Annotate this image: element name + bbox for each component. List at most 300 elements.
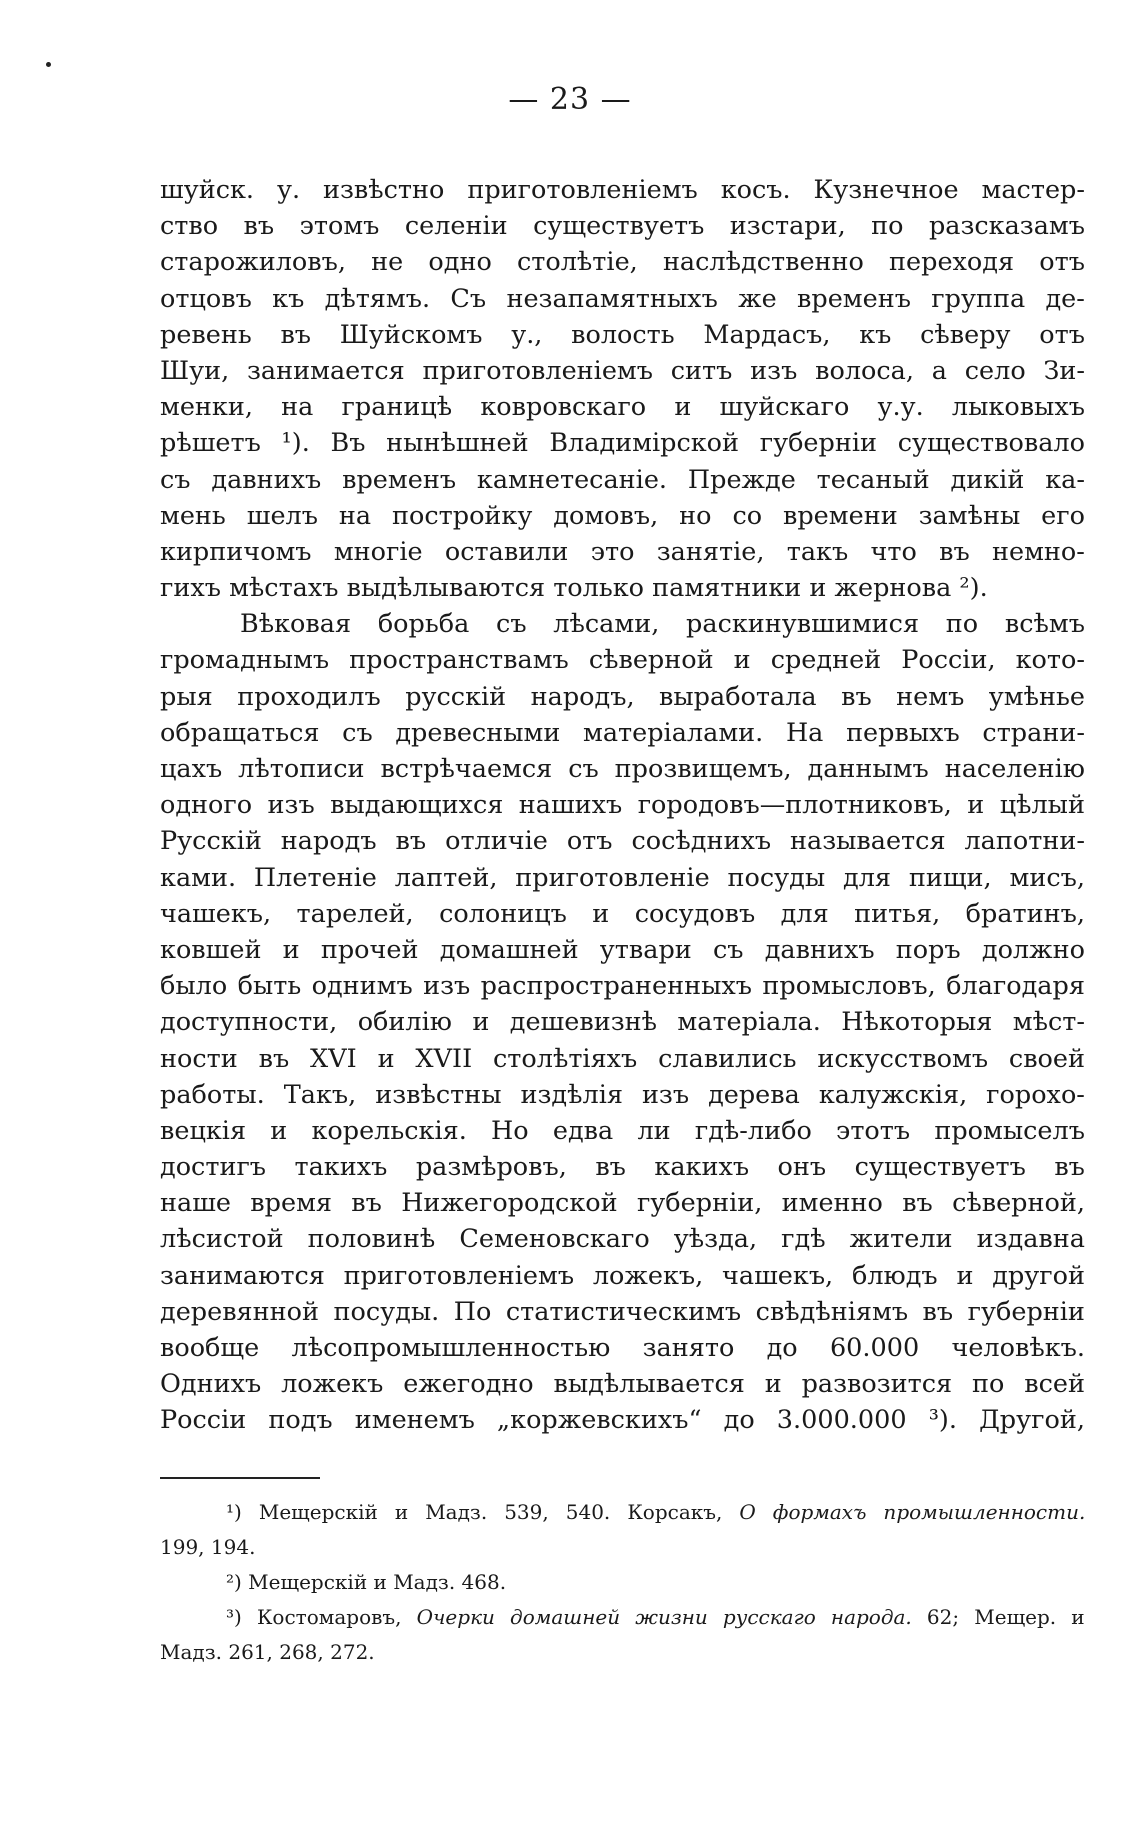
word: Россіи, — [901, 645, 996, 676]
word: цѣлый — [999, 790, 1085, 821]
word: косъ. — [720, 175, 791, 205]
word: На — [785, 717, 824, 748]
word: мѣст- — [1012, 1007, 1085, 1038]
word: въ — [1054, 1152, 1085, 1183]
word: гдѣ — [781, 1224, 826, 1255]
word: едва — [552, 1115, 614, 1146]
word: XVII — [415, 1043, 473, 1074]
word: изъ — [641, 1079, 690, 1110]
word: человѣкъ. — [951, 1333, 1085, 1363]
word: ревень — [160, 319, 252, 350]
word: губерніи, — [636, 1188, 763, 1219]
word: у., — [511, 319, 543, 350]
word: отъ — [1039, 247, 1085, 278]
word: кото- — [1015, 645, 1085, 676]
footnote-text — [226, 1565, 506, 1600]
word: горохо- — [986, 1079, 1085, 1110]
word: распространенныхъ — [480, 971, 753, 1002]
word: братинъ, — [965, 898, 1085, 929]
text-line — [160, 642, 1085, 678]
word: своей — [1008, 1043, 1085, 1074]
word: нынѣшней — [386, 428, 529, 459]
text-line — [160, 1330, 1085, 1366]
word: и — [674, 392, 692, 423]
text-line — [160, 1113, 1085, 1149]
word: старожиловъ, — [160, 247, 346, 278]
word: постройку — [392, 500, 533, 531]
word: ситъ — [670, 355, 733, 386]
word: Такъ, — [283, 1079, 357, 1110]
word: издѣлія — [520, 1079, 623, 1110]
word: Но — [491, 1115, 529, 1146]
word: губерніи — [967, 1296, 1085, 1327]
word: По — [453, 1296, 492, 1327]
word: ли — [637, 1115, 671, 1146]
word: ¹). — [281, 428, 310, 459]
word: и — [809, 573, 827, 604]
word: наслѣдственно — [662, 247, 864, 278]
word: же — [738, 283, 777, 314]
word: ковшей — [160, 934, 262, 965]
word: дешевизнѣ — [509, 1007, 657, 1038]
word: въ — [595, 1152, 626, 1183]
word: ности — [160, 1043, 238, 1074]
word: кирпичомъ — [160, 536, 312, 567]
word: извѣстны — [375, 1079, 502, 1110]
footnote-line — [160, 1495, 1085, 1530]
text-line — [160, 353, 1085, 389]
word: прочей — [320, 934, 419, 965]
word: пищи, — [908, 862, 992, 893]
text-line — [160, 462, 1085, 498]
word: размѣровъ, — [415, 1152, 567, 1183]
word: такихъ — [294, 1152, 388, 1183]
word: къ — [272, 283, 305, 314]
text-line — [160, 1294, 1085, 1330]
word: до — [766, 1333, 798, 1363]
word: благодаря — [946, 971, 1085, 1002]
word: у.у. — [877, 392, 924, 423]
word: незапамятныхъ — [506, 283, 718, 314]
word: издавна — [976, 1224, 1085, 1255]
word: памятники — [652, 573, 802, 604]
word: разсказамъ — [928, 211, 1085, 242]
word: дикій — [950, 464, 1025, 495]
word: въ — [280, 319, 312, 350]
word: де- — [1045, 283, 1085, 314]
word: народъ — [280, 826, 377, 857]
word: сѣверной — [588, 645, 714, 676]
word: дерева — [708, 1079, 800, 1110]
word: немно- — [992, 536, 1085, 567]
word: изстари, — [729, 211, 846, 242]
word: промыселъ — [934, 1115, 1085, 1146]
word: переходя — [889, 247, 1015, 278]
word: ²). — [959, 573, 988, 604]
word: шуйскаго — [719, 392, 850, 423]
word: и — [472, 1007, 490, 1038]
word: половинѣ — [307, 1224, 436, 1255]
word: умѣнье — [988, 681, 1085, 712]
word: Мардасъ, — [703, 319, 831, 350]
page-number: — 23 — — [508, 82, 632, 117]
word: ками. — [160, 862, 237, 893]
word: цахъ — [160, 754, 223, 784]
word: ложекъ — [281, 1369, 384, 1400]
word: лѣсистой — [160, 1224, 284, 1255]
text-line — [160, 823, 1085, 859]
word: приготовленіе — [515, 862, 710, 893]
word: и — [592, 898, 610, 929]
word: извѣстно — [323, 175, 445, 205]
word: лѣсопромышленностью — [291, 1333, 611, 1363]
word: его — [1041, 500, 1085, 531]
word: Другой, — [979, 1405, 1085, 1436]
word: мѣстахъ — [229, 573, 339, 604]
word: домашней — [439, 934, 579, 965]
word: выработала — [659, 681, 817, 712]
footnote-title: О формахъ промышленности. — [739, 1500, 1086, 1524]
word: однимъ — [311, 971, 413, 1002]
word: камнетесаніе. — [476, 464, 668, 495]
word: существуетъ — [533, 211, 705, 242]
word: и — [967, 790, 985, 821]
word: народъ, — [530, 681, 635, 712]
word: рыя — [160, 681, 213, 712]
footnote-segment: ²) Мещерскій и Мадз. 468. — [226, 1570, 507, 1594]
word: промысловъ, — [762, 971, 936, 1002]
word: временъ — [342, 464, 457, 495]
word: Съ — [450, 283, 487, 314]
footnote-segment: 199, 194. — [160, 1535, 256, 1559]
word: изъ — [750, 355, 798, 386]
word: у. — [276, 175, 301, 205]
word: этомъ — [299, 211, 380, 242]
word: 60.000 — [829, 1333, 920, 1363]
word: менки, — [160, 392, 253, 423]
word: изъ — [267, 790, 315, 821]
word: питья, — [854, 898, 941, 929]
word: замѣны — [918, 500, 1021, 531]
word: первыхъ — [846, 717, 960, 748]
word: но — [679, 500, 712, 531]
word: занимаются — [160, 1260, 325, 1291]
word: въ — [939, 536, 970, 567]
word: Плетеніе — [253, 862, 377, 893]
word: мень — [160, 500, 226, 531]
word: губерніи — [759, 428, 877, 459]
word: существовало — [897, 428, 1085, 459]
word: сѣверу — [920, 319, 1011, 350]
word: XVI — [310, 1043, 357, 1074]
word: всѣмъ — [1004, 609, 1085, 640]
word: средней — [770, 645, 882, 676]
word: время — [250, 1188, 332, 1219]
word: и — [270, 1115, 288, 1146]
text-line — [160, 606, 1085, 642]
word: солоницъ — [439, 898, 567, 929]
word: развозится — [801, 1369, 953, 1400]
word: на — [281, 392, 314, 423]
word: шуйск. — [160, 175, 255, 205]
word: и — [956, 1260, 974, 1291]
word: отцовъ — [160, 283, 252, 314]
word: Владимірской — [549, 428, 740, 459]
word: волоса, — [815, 355, 914, 386]
word: въ — [922, 1296, 954, 1327]
text-line — [160, 389, 1085, 425]
word: одно — [428, 247, 492, 278]
word: Нижегородской — [401, 1188, 618, 1219]
word: обращаться — [160, 717, 320, 748]
word: до — [723, 1405, 755, 1436]
word: съ — [160, 464, 191, 495]
text-line — [160, 570, 1085, 606]
word: селеніи — [404, 211, 508, 242]
word: ство — [160, 211, 219, 242]
text-line — [160, 787, 1085, 823]
footnote-text — [226, 1600, 1085, 1635]
word: обилію — [357, 1007, 452, 1038]
word: чашекъ, — [160, 898, 272, 929]
word: въ — [258, 1043, 290, 1074]
text-line — [160, 896, 1085, 932]
word: отъ — [1039, 319, 1085, 350]
word: отличіе — [445, 826, 548, 857]
word: работы. — [160, 1079, 265, 1110]
word: по — [871, 211, 904, 242]
word: шелъ — [246, 500, 318, 531]
word: выдѣлываются — [346, 573, 546, 604]
word: славились — [658, 1043, 797, 1074]
word: ложекъ, — [592, 1260, 704, 1291]
word: а — [931, 355, 947, 386]
word: калужскія, — [818, 1079, 968, 1110]
word: тарелей, — [296, 898, 414, 929]
word: по — [945, 609, 979, 640]
text-line — [160, 534, 1085, 570]
word: Однихъ — [160, 1369, 262, 1400]
word: Кузнечное — [813, 175, 959, 205]
word: ковровскаго — [480, 392, 647, 423]
word: село — [964, 355, 1026, 386]
word: статистическимъ — [505, 1296, 742, 1327]
text-line — [160, 172, 1085, 208]
word: съ — [342, 717, 373, 748]
word: только — [553, 573, 645, 604]
text-line — [160, 1077, 1085, 1113]
word: мисъ, — [1009, 862, 1085, 893]
footnote-separator — [160, 1477, 320, 1479]
word: со — [732, 500, 763, 531]
footnote-title: Очерки домашней жизни русскаго народа. — [416, 1605, 912, 1629]
word: столѣтіе, — [516, 247, 638, 278]
word: одного — [160, 790, 253, 821]
text-line — [160, 498, 1085, 534]
word: давнихъ — [211, 464, 322, 495]
word: называется — [790, 826, 946, 857]
word: Русскій — [160, 826, 262, 857]
word: въ — [395, 826, 427, 857]
text-line — [160, 679, 1085, 715]
word: ежегодно — [403, 1369, 534, 1400]
text-line — [160, 208, 1085, 244]
word: вецкія — [160, 1115, 247, 1146]
word: лаптей, — [394, 862, 498, 893]
word: въ — [841, 681, 872, 712]
word: выдающихся — [330, 790, 504, 821]
text-line — [160, 1258, 1085, 1294]
word: городовъ—плотниковъ, — [637, 790, 952, 821]
footnote-segment: 62; Мещер. и — [911, 1605, 1085, 1629]
word: сосѣднихъ — [631, 826, 772, 857]
word: жители — [849, 1224, 953, 1255]
word: тесаный — [816, 464, 930, 495]
word: Шуи, — [160, 355, 230, 386]
word: другой — [992, 1260, 1085, 1291]
word: временъ — [797, 283, 911, 314]
word: раскинувшимися — [686, 609, 920, 640]
word: немъ — [896, 681, 965, 712]
word: деревянной — [160, 1296, 319, 1327]
word: выдѣлывается — [553, 1369, 745, 1400]
word: сѣверной, — [952, 1188, 1085, 1219]
word: мастер- — [981, 175, 1085, 205]
word: и — [282, 934, 300, 965]
word: занято — [642, 1333, 735, 1363]
word: гихъ — [160, 573, 221, 604]
word: всей — [1024, 1369, 1085, 1400]
word: занятіе, — [656, 536, 765, 567]
word: съ — [496, 609, 527, 640]
word: страни- — [982, 717, 1085, 748]
word: и — [733, 645, 751, 676]
footnote-segment: ¹) Мещерскій и Мадз. 539, 540. Корсакъ, — [226, 1500, 740, 1524]
word: лѣтописи — [238, 754, 365, 784]
speck-mark — [46, 62, 51, 67]
word: подъ — [268, 1405, 333, 1436]
footnotes — [160, 1495, 1085, 1670]
word: доступности, — [160, 1007, 338, 1038]
text-line — [160, 932, 1085, 968]
text-line — [160, 715, 1085, 751]
word: волость — [571, 319, 675, 350]
word: Россіи — [160, 1405, 247, 1436]
word: древесными — [395, 717, 561, 748]
text-line — [160, 1366, 1085, 1402]
word: поръ — [895, 934, 961, 965]
word: Вѣковая — [240, 609, 352, 640]
word: съ — [712, 934, 744, 965]
word: давнихъ — [764, 934, 875, 965]
word: громаднымъ — [160, 645, 330, 676]
word: приготовленіемъ — [422, 355, 653, 386]
word: „коржевскихъ“ — [496, 1405, 702, 1436]
word: лыковыхъ — [951, 392, 1085, 423]
word: на — [338, 500, 372, 531]
footnote-line — [160, 1530, 1085, 1565]
text-line — [160, 281, 1085, 317]
word: было — [160, 971, 228, 1002]
word: какихъ — [654, 1152, 750, 1183]
word: Прежде — [687, 464, 796, 495]
text-line — [160, 1041, 1085, 1077]
text-line — [160, 317, 1085, 353]
word: не — [371, 247, 404, 278]
word: многіе — [333, 536, 423, 567]
word: прозвищемъ, — [614, 754, 792, 784]
word: населенію — [944, 754, 1085, 784]
word: уѣзда, — [673, 1224, 758, 1255]
text-line — [160, 244, 1085, 280]
word: изъ — [423, 971, 471, 1002]
word: посуды. — [333, 1296, 440, 1327]
word: лапотни- — [964, 826, 1085, 857]
word: даннымъ — [807, 754, 929, 784]
word: домовъ, — [553, 500, 659, 531]
word: наше — [160, 1188, 231, 1219]
word: достигъ — [160, 1152, 267, 1183]
footnote-text — [160, 1635, 375, 1670]
text-line — [160, 425, 1085, 461]
footnote-segment: Мадз. 261, 268, 272. — [160, 1640, 375, 1664]
word: для — [843, 862, 891, 893]
word: борьба — [377, 609, 470, 640]
word: жернова — [834, 573, 952, 604]
text-line — [160, 1149, 1085, 1185]
word: проходилъ — [237, 681, 381, 712]
word: быть — [237, 971, 302, 1002]
word: и — [377, 1043, 395, 1074]
word: столѣтіяхъ — [493, 1043, 638, 1074]
word: сосудовъ — [634, 898, 756, 929]
word: лѣсами, — [553, 609, 660, 640]
word: приготовленіемъ — [467, 175, 698, 205]
word: времени — [783, 500, 898, 531]
word: Зи- — [1043, 355, 1085, 386]
word: онъ — [777, 1152, 827, 1183]
word: 3.000.000 — [776, 1405, 907, 1436]
word: существуетъ — [854, 1152, 1026, 1183]
word: въ — [351, 1188, 382, 1219]
word: свѣдѣніямъ — [755, 1296, 909, 1327]
word: встрѣчаемся — [380, 754, 553, 784]
footnote-line — [160, 1565, 1085, 1600]
word: корельскія. — [311, 1115, 467, 1146]
word: и — [764, 1369, 782, 1400]
word: что — [870, 536, 917, 567]
text-line — [160, 1004, 1085, 1040]
word: гдѣ-либо — [694, 1115, 812, 1146]
word: посуды — [727, 862, 826, 893]
text-line — [160, 1402, 1085, 1438]
word: рѣшетъ — [160, 428, 261, 459]
word: Шуйскомъ — [339, 319, 483, 350]
text-line — [160, 1221, 1085, 1257]
main-text — [160, 172, 1085, 1439]
word: въ — [902, 1188, 933, 1219]
word: пространствамъ — [349, 645, 569, 676]
footnote-text — [226, 1495, 1085, 1530]
word: приготовленіемъ — [343, 1260, 575, 1291]
word: блюдъ — [851, 1260, 938, 1291]
word: отъ — [566, 826, 613, 857]
word: это — [590, 536, 635, 567]
text-line — [160, 1185, 1085, 1221]
word: такъ — [786, 536, 849, 567]
word: съ — [568, 754, 599, 784]
word: группа — [931, 283, 1026, 314]
